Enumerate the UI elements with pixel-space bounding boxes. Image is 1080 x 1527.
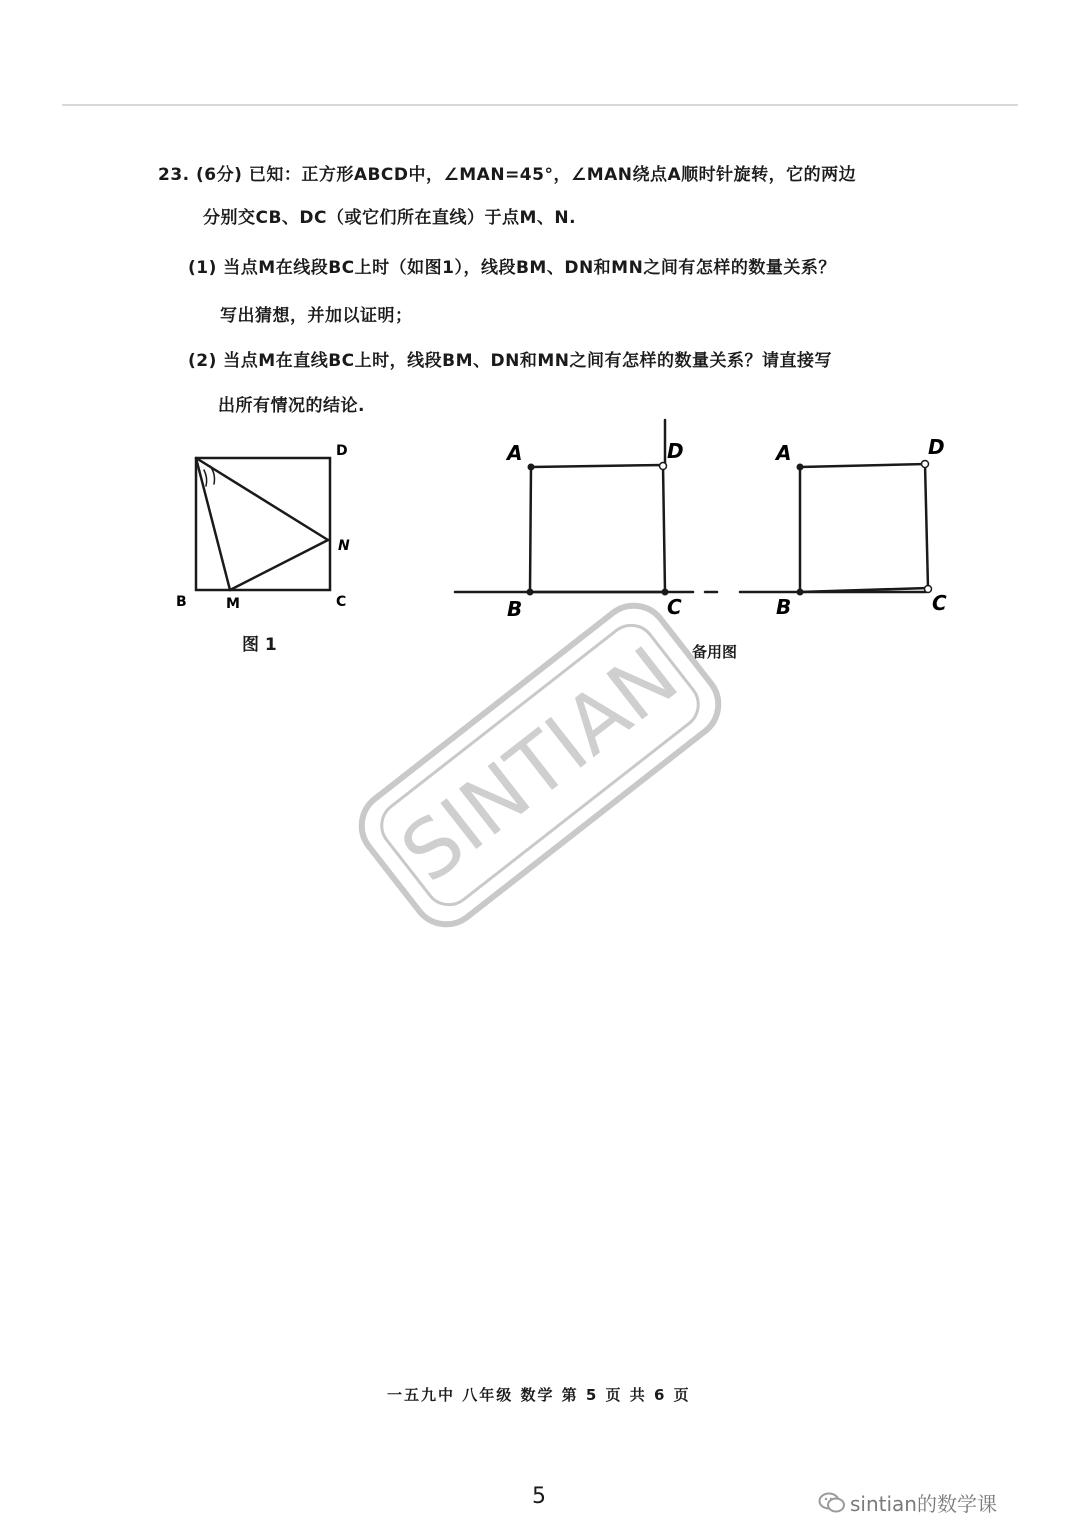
fig3-label-c: C	[932, 591, 947, 615]
figure-3-drawing	[740, 420, 980, 625]
part2-line-2: 出所有情况的结论.	[218, 396, 365, 416]
figure-2	[455, 420, 735, 625]
watermark-text: SINTIAN	[384, 629, 695, 901]
top-rule	[62, 104, 1018, 106]
brand-text: sintian的数学课	[850, 1492, 997, 1516]
figure-2-drawing	[455, 420, 735, 625]
part1-line-1: (1) 当点M在线段BC上时（如图1），线段BM、DN和MN之间有怎样的数量关系？	[188, 258, 836, 278]
spare-figure-caption: 备用图	[692, 643, 738, 661]
figure-1	[170, 430, 370, 620]
page-number: 5	[532, 1484, 546, 1509]
fig3-label-a: A	[776, 441, 792, 465]
watermark	[315, 570, 765, 960]
page-footer: 一五九中 八年级 数学 第 5 页 共 6 页	[387, 1386, 691, 1404]
fig2-label-b: B	[507, 597, 523, 621]
figure-1-caption: 图 1	[242, 635, 277, 655]
part2-line-1: (2) 当点M在直线BC上时，线段BM、DN和MN之间有怎样的数量关系？请直接写	[188, 351, 832, 371]
fig2-label-a: A	[507, 441, 523, 465]
question-line-2: 分别交CB、DC（或它们所在直线）于点M、N.	[203, 208, 577, 228]
watermark-badge	[315, 570, 765, 960]
fig1-label-n: N	[338, 538, 350, 554]
figure-1-drawing	[170, 430, 370, 620]
question-line-1: 23. (6分) 已知：正方形ABCD中，∠MAN=45°，∠MAN绕点A顺时针旋转，它的两边	[158, 165, 857, 185]
fig3-label-d: D	[928, 435, 945, 459]
fig1-label-d: D	[336, 443, 348, 459]
fig1-label-m: M	[226, 596, 240, 612]
fig1-label-c: C	[336, 594, 347, 610]
wechat-icon	[818, 1491, 846, 1515]
brand-tag	[818, 1488, 997, 1517]
fig3-label-b: B	[776, 595, 792, 619]
fig2-label-d: D	[667, 439, 684, 463]
fig1-label-b: B	[176, 594, 187, 610]
figure-3	[740, 420, 980, 625]
part1-line-2: 写出猜想，并加以证明；	[220, 306, 413, 326]
fig2-label-c: C	[667, 595, 682, 619]
